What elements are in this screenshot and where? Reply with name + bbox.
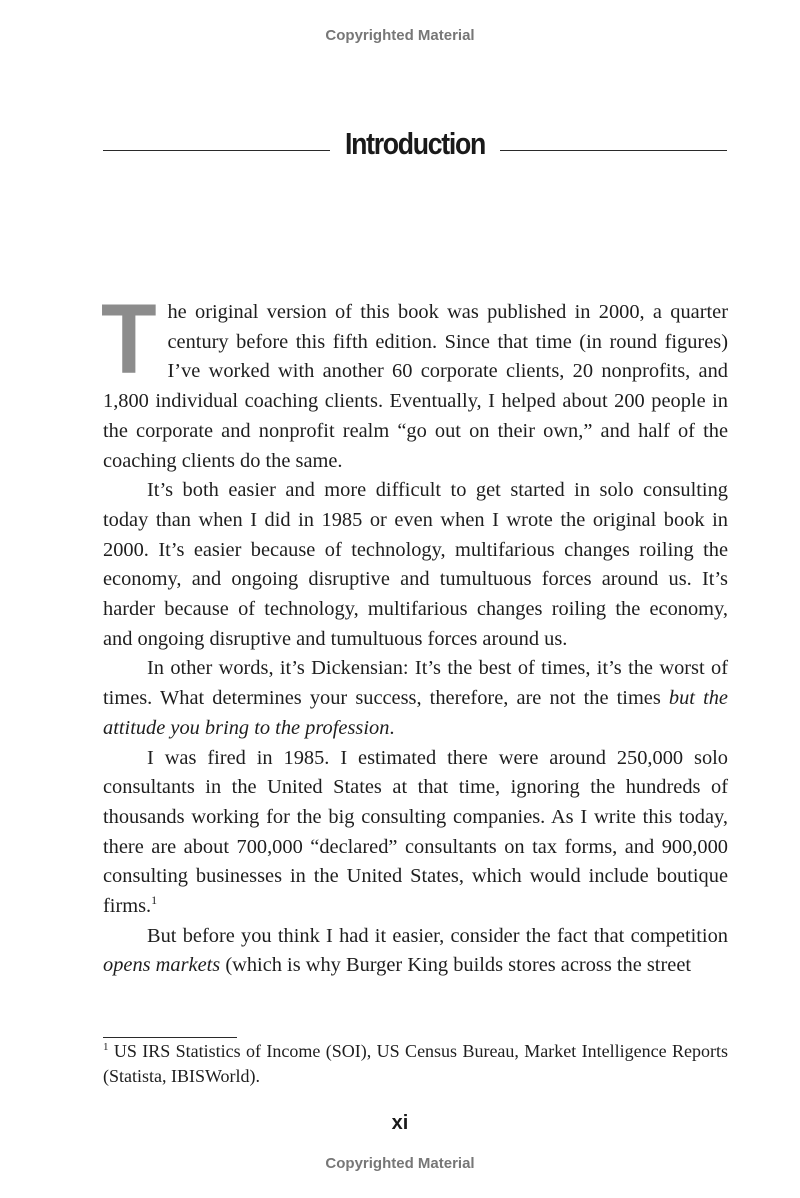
page-number: xi [391, 1112, 409, 1134]
paragraph-2-text: It’s both easier and more difficult to get started in solo consulting today than when I did in 1985 or even when I wrote the original book in 2000. It’s easier because of technology, multifarious changes roiling the economy, and ongoing disruptive and tumultuous forces around us. It’s harder because of technology, multifarious changes roiling the economy, and ongoing disruptive and tumultuous forces around us. [103, 479, 728, 650]
body-text [101, 283, 728, 981]
chapter-heading [103, 126, 727, 170]
paragraph-3-text-a: In other words, it’s Dickensian: It’s the best of times, it’s the worst of times. What determines your success, therefore, are not the times [103, 657, 728, 710]
copyright-notice-bottom: Copyrighted Material [325, 1155, 475, 1172]
chapter-title: Introduction [344, 126, 485, 161]
footnote-text: US IRS Statistics of Income (SOI), US Census Bureau, Market Intelligence Reports (Statista, IBISWorld). [103, 1041, 728, 1086]
paragraph-4-text: I was fired in 1985. I estimated there were around 250,000 solo consultants in the United States at that time, ignoring the hundreds of thousands working for the big consulting companies. As I write this today, there are about 700,000 “declared” consultants on tax forms, and 900,000 consulting businesses in the United States, which would include boutique firms. [103, 746, 728, 918]
paragraph-5-emphasis: opens markets [103, 954, 221, 977]
paragraph-5 [103, 922, 728, 981]
paragraph-5-text-a: But before you think I had it easier, consider the fact that competition [147, 924, 728, 947]
paragraph-3-emphasis: but the attitude you bring to the profession [103, 687, 728, 739]
footnote [103, 1039, 728, 1089]
drop-cap: T [101, 283, 157, 394]
paragraph-4 [103, 744, 728, 922]
paragraph-3 [103, 654, 728, 743]
paragraph-3-text-b: . [389, 716, 395, 739]
footnote-reference[interactable]: 1 [151, 893, 158, 908]
paragraph-1 [101, 283, 728, 476]
paragraph-1-text: he original version of this book was published in 2000, a quarter century before this fifth edition. Since that time (in round figures) I’ve worked with another 60 corporate clients, 20 nonprofits, and 1,800 individual coaching clients. Eventually, I helped about 200 people in the corporate and nonprofit realm “go out on their own,” and half of the coaching clients do the same. [103, 301, 728, 472]
paragraph-2 [103, 476, 728, 654]
heading-rule-left [103, 150, 330, 151]
footnote-marker: 1 [103, 1041, 109, 1053]
copyright-notice-top: Copyrighted Material [325, 27, 475, 44]
paragraph-5-text-b: (which is why Burger King builds stores across the street [220, 954, 692, 977]
heading-rule-right [500, 150, 727, 151]
footnote-divider [103, 1037, 237, 1038]
